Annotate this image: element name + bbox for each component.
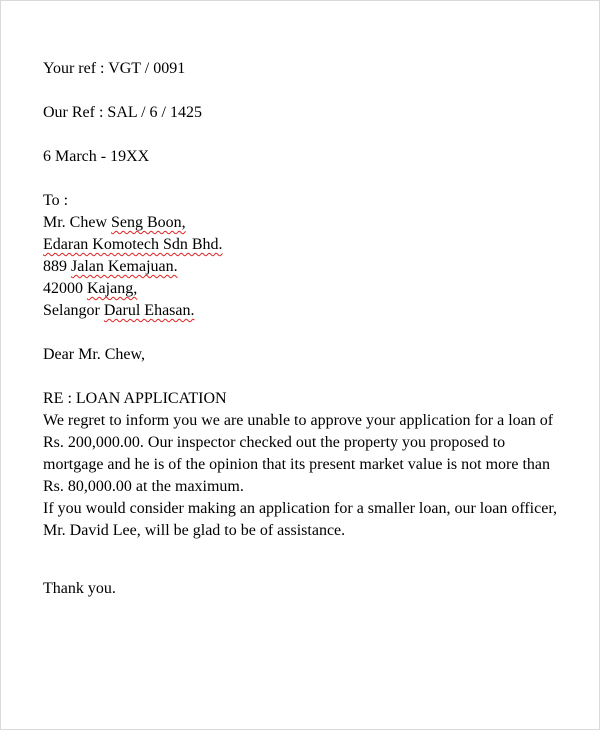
recipient-name-marked: Seng Boon, <box>111 214 186 231</box>
body-paragraph-2: If you would consider making an application for a smaller loan, our loan officer, Mr. David Lee, will be glad to be of assistance. <box>43 500 558 539</box>
closing: Thank you. <box>43 580 116 597</box>
recipient-name-prefix: Mr. Chew <box>43 214 111 231</box>
recipient-state-marked: Darul Ehasan. <box>103 302 195 319</box>
subject-line: RE : LOAN APPLICATION <box>43 390 227 407</box>
recipient-street-number: 889 <box>43 258 71 275</box>
recipient-street-marked: Jalan Kemajuan. <box>71 258 178 275</box>
to-label: To : <box>43 192 69 209</box>
recipient-company-marked: Edaran Komotech Sdn Bhd. <box>43 236 223 253</box>
body-paragraph-1: We regret to inform you we are unable to approve your application for a loan of Rs. 200,000.00. Our inspector checked out the property you proposed to mortgage and he is of the opinion that its present market value is not more than Rs. 80,000.00 at the maximum. <box>43 412 554 495</box>
recipient-city-marked: Kajang, <box>87 280 138 297</box>
recipient-city <box>43 278 573 300</box>
salutation: Dear Mr. Chew, <box>43 346 146 363</box>
our-reference: Our Ref : SAL / 6 / 1425 <box>43 104 202 121</box>
recipient-name <box>43 212 573 234</box>
recipient-street <box>43 256 573 278</box>
letter-body <box>43 58 573 600</box>
recipient-state-prefix: Selangor <box>43 302 104 319</box>
letter-date: 6 March - 19XX <box>43 148 150 165</box>
recipient-company <box>43 234 573 256</box>
recipient-postcode: 42000 <box>43 280 87 297</box>
your-reference: Your ref : VGT / 0091 <box>43 60 186 77</box>
recipient-state <box>43 300 573 322</box>
recipient-address-block <box>43 190 573 322</box>
